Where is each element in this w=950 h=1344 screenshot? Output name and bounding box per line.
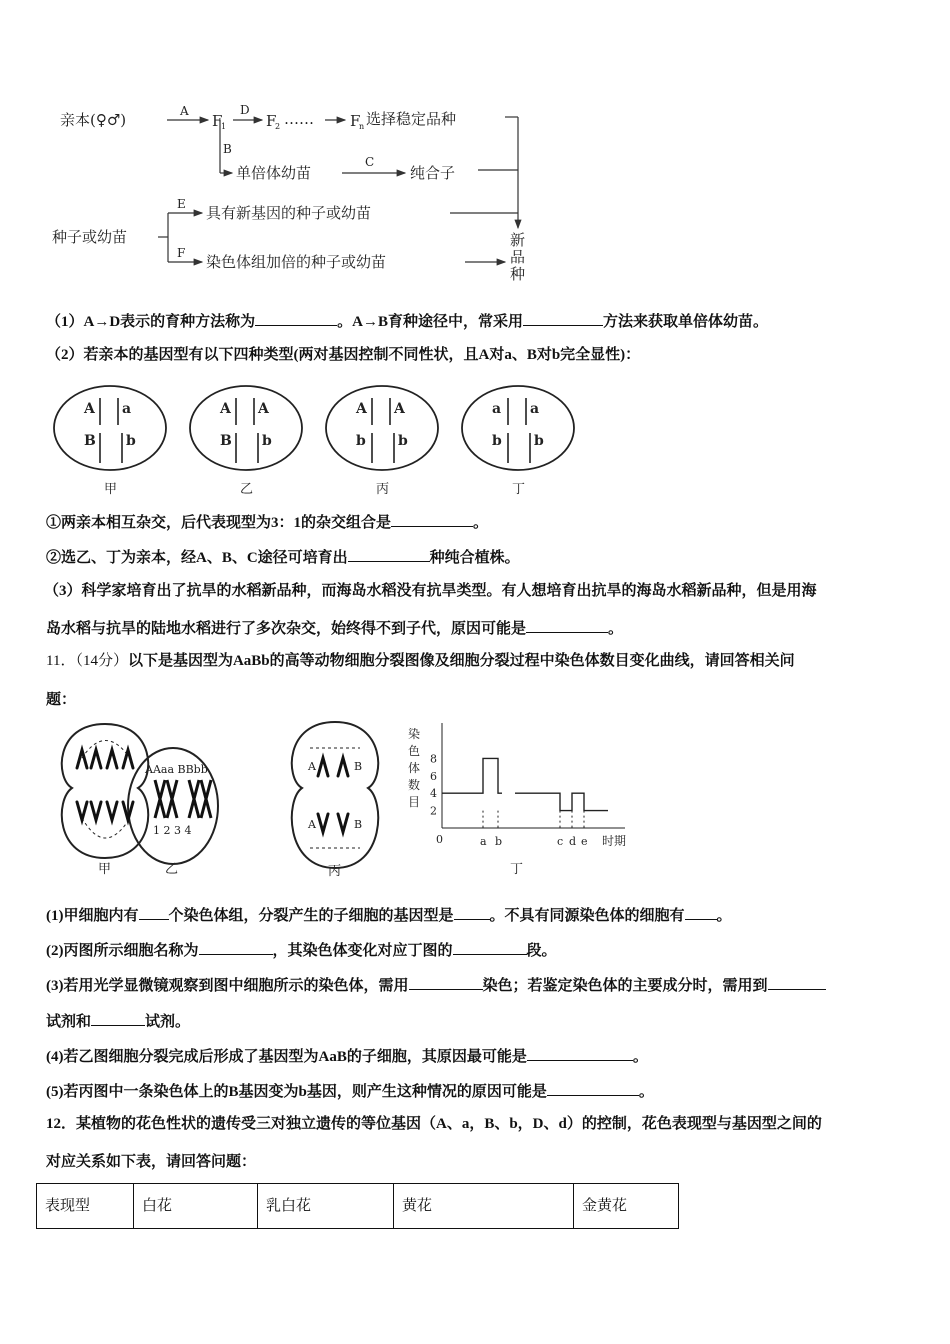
chromosome-shape [318,814,328,832]
y-label-char: 体 [408,761,421,775]
flow-haploid: 单倍体幼苗 [236,164,312,182]
breeding-flowchart [40,90,540,290]
fig-label-jia: 甲 [98,862,112,877]
text: 试剂和 [46,1014,92,1030]
text: （1）A→D表示的育种方法称为 [46,314,256,330]
q12-intro: 12．某植物的花色性状的遗传受三对独立遗传的等位基因（A、a，B、b，D、d）的控制，花色表现型与基因型之间的 [46,1116,822,1132]
allele: A [84,401,95,417]
allele: a [122,401,132,417]
chromosome-shape [338,758,348,776]
allele: b [356,433,366,449]
table-cell: 表现型 [37,1184,134,1229]
flow-new-variety: 新 [510,231,526,249]
flow-new-variety: 品 [510,248,526,266]
allele: A [356,401,367,417]
text: ，其染色体变化对应丁图的 [272,943,453,959]
answer-blank[interactable] [685,905,717,920]
x-tick-label: d [569,835,577,848]
y-label-char: 色 [408,744,421,758]
flow-fn: F [350,112,361,130]
allele: B [84,433,96,449]
chromosome-count-chart [408,723,626,848]
flow-label-a: A [180,104,189,118]
chromosome-shape [77,802,87,820]
q10-part1 [46,311,768,332]
cell-label: 甲 [104,482,118,497]
allele: A [258,401,269,417]
answer-blank[interactable] [768,975,826,990]
origin-label: 0 [436,833,443,846]
chromosome-shape [91,750,101,768]
chromosome-shape [318,758,328,776]
table-row [37,1184,679,1229]
text: (1)甲细胞内有 [46,908,139,924]
flow-new-variety: 种 [510,265,526,283]
text: 。 [608,621,624,637]
fig-label-yi: 乙 [165,862,179,877]
allele: a [530,401,540,417]
text: ②选乙、丁为亲本，经A、B、C途径可培育出 [46,550,348,566]
chromosome-count-line [442,758,608,810]
flow-label-c: C [365,155,375,169]
y-tick-label: 8 [430,752,437,766]
text: 种纯合植株。 [429,550,520,566]
q10-part2: （2）若亲本的基因型有以下四种类型(两对基因控制不同性状，且A对a、B对b完全显性)： [46,347,641,363]
y-tick-label: 4 [430,787,437,801]
y-label-char: 目 [408,795,421,809]
q10-part3: （3）科学家培育出了抗旱的水稻新品种，而海岛水稻没有抗旱类型。有人想培育出抗旱的海岛水稻新品种，但是用海 [44,583,817,599]
chromosome-shape [123,750,133,768]
answer-blank[interactable] [199,940,273,955]
bing-gene: A [308,760,316,773]
flow-label-e: E [177,197,186,211]
chromosome-shape [338,814,348,832]
chromosome-shape [91,802,101,820]
chromosome-shape [107,750,117,768]
x-tick-label: b [495,835,503,848]
x-tick-label: c [557,835,564,848]
text: 岛水稻与抗旱的陆地水稻进行了多次杂交，始终得不到子代，原因可能是 [46,621,527,637]
answer-blank[interactable] [348,547,430,562]
text: 个染色体组，分裂产生的子细胞的基因型是 [168,908,454,924]
table-cell: 金黄花 [574,1184,679,1229]
flow-label-b: B [223,142,232,156]
q11-intro-cont: 题： [46,692,77,708]
allele: a [492,401,502,417]
flow-f2: F [266,112,277,130]
phenotype-table [36,1183,679,1229]
answer-blank[interactable] [523,311,603,326]
answer-blank[interactable] [409,975,483,990]
q10-sub2 [46,547,520,568]
answer-blank[interactable] [453,940,527,955]
allele: b [534,433,544,449]
genotype-cell [326,386,438,497]
cell-label: 乙 [240,482,254,497]
flow-select: 选择稳定品种 [366,110,457,128]
q11-q3-cont [46,1011,190,1032]
table-cell: 白花 [134,1184,258,1229]
cell-division-figures [60,718,640,878]
y-tick-label: 6 [430,769,437,783]
text: 。 [638,1084,654,1100]
text: (2)丙图所示细胞名称为 [46,943,199,959]
text: (3)若用光学显微镜观察到图中细胞所示的染色体，需用 [46,978,409,994]
q12-intro-cont: 对应关系如下表，请回答问题： [46,1154,257,1170]
answer-blank[interactable] [527,1046,633,1061]
fig-label-ding: 丁 [510,862,524,877]
q11-intro [46,651,795,671]
answer-blank[interactable] [526,618,608,633]
allele: b [262,433,272,449]
q11-q3 [46,975,826,996]
flow-f1-sub: 1 [221,122,227,131]
q10-sub1 [46,512,488,533]
answer-blank[interactable] [139,905,169,920]
x-tick-label: e [581,835,588,848]
allele: b [126,433,136,449]
genotype-cell [54,386,166,497]
q11-q1 [46,905,732,926]
text: 段。 [526,943,557,959]
table-cell: 黄花 [394,1184,574,1229]
q11-q5 [46,1081,654,1102]
flow-new-gene: 具有新基因的种子或幼苗 [206,204,372,222]
table-cell: 乳白花 [258,1184,394,1229]
genotype-cell [190,386,302,497]
text: (5)若丙图中一条染色体上的B基因变为b基因，则产生这种情况的原因可能是 [46,1084,547,1100]
q11-q4 [46,1046,648,1067]
q11-q2 [46,940,557,961]
flow-fn-sub: n [359,122,365,131]
y-label-char: 数 [408,778,421,792]
text: 。A→B育种途径中，常采用 [337,314,524,330]
chromosome-shape [155,780,165,818]
text: (4)若乙图细胞分裂完成后形成了基因型为AaB的子细胞，其原因最可能是 [46,1049,527,1065]
bing-gene: B [354,760,363,773]
cell-label: 丙 [376,482,390,497]
answer-blank[interactable] [454,905,490,920]
fig-label-bing: 丙 [328,864,342,878]
cell-label: 丁 [512,482,526,497]
x-tick-label: a [480,835,487,848]
flow-pure: 纯合子 [410,164,456,182]
allele: b [398,433,408,449]
y-tick-label: 2 [430,804,437,818]
flow-f1: F [212,112,223,130]
allele: A [394,401,405,417]
flow-label-f: F [177,246,186,260]
text: 染色；若鉴定染色体的主要成分时，需用到 [482,978,768,994]
flow-dots: …… [284,110,314,128]
allele: b [492,433,502,449]
bing-gene: B [354,818,363,831]
bing-gene: A [308,818,316,831]
x-axis-label: 时期 [602,834,627,848]
flow-doubled: 染色体组加倍的种子或幼苗 [206,253,387,271]
yi-chromosome-numbers: 1 2 3 4 [153,824,192,837]
text: 。 [716,908,732,924]
text: 方法来获取单倍体幼苗。 [603,314,769,330]
y-label-char: 染 [408,727,421,741]
text: 。不具有同源染色体的细胞有 [489,908,685,924]
chromosome-shape [107,802,117,820]
text: 以下是基因型为AaBb的高等动物细胞分裂图像及细胞分裂过程中染色体数目变化曲线，请回答相关问 [127,653,795,669]
text: 。 [473,515,489,531]
genotype-cell [462,386,574,497]
text: ①两亲本相互杂交，后代表现型为3：1的杂交组合是 [46,515,392,531]
flow-parent: 亲本(♀♂) [60,111,127,129]
chromosome-shape [167,780,177,818]
cell-bing-outline [292,722,378,868]
question-number: 11．（14分） [46,653,128,669]
answer-blank[interactable] [91,1011,145,1026]
allele: B [220,433,232,449]
answer-blank[interactable] [547,1081,639,1096]
answer-blank[interactable] [391,512,473,527]
text: 。 [632,1049,648,1065]
flow-label-d: D [240,103,250,117]
flow-f2-sub: 2 [275,122,281,131]
allele: A [220,401,231,417]
genotype-cells-figure [50,383,590,498]
chromosome-shape [201,780,211,818]
q10-part3-cont [46,618,623,639]
text: 试剂。 [145,1014,191,1030]
flow-seed: 种子或幼苗 [52,228,128,246]
chromosome-shape [189,780,199,818]
yi-gene-labels: AAaa BBbb [145,763,208,776]
answer-blank[interactable] [255,311,337,326]
